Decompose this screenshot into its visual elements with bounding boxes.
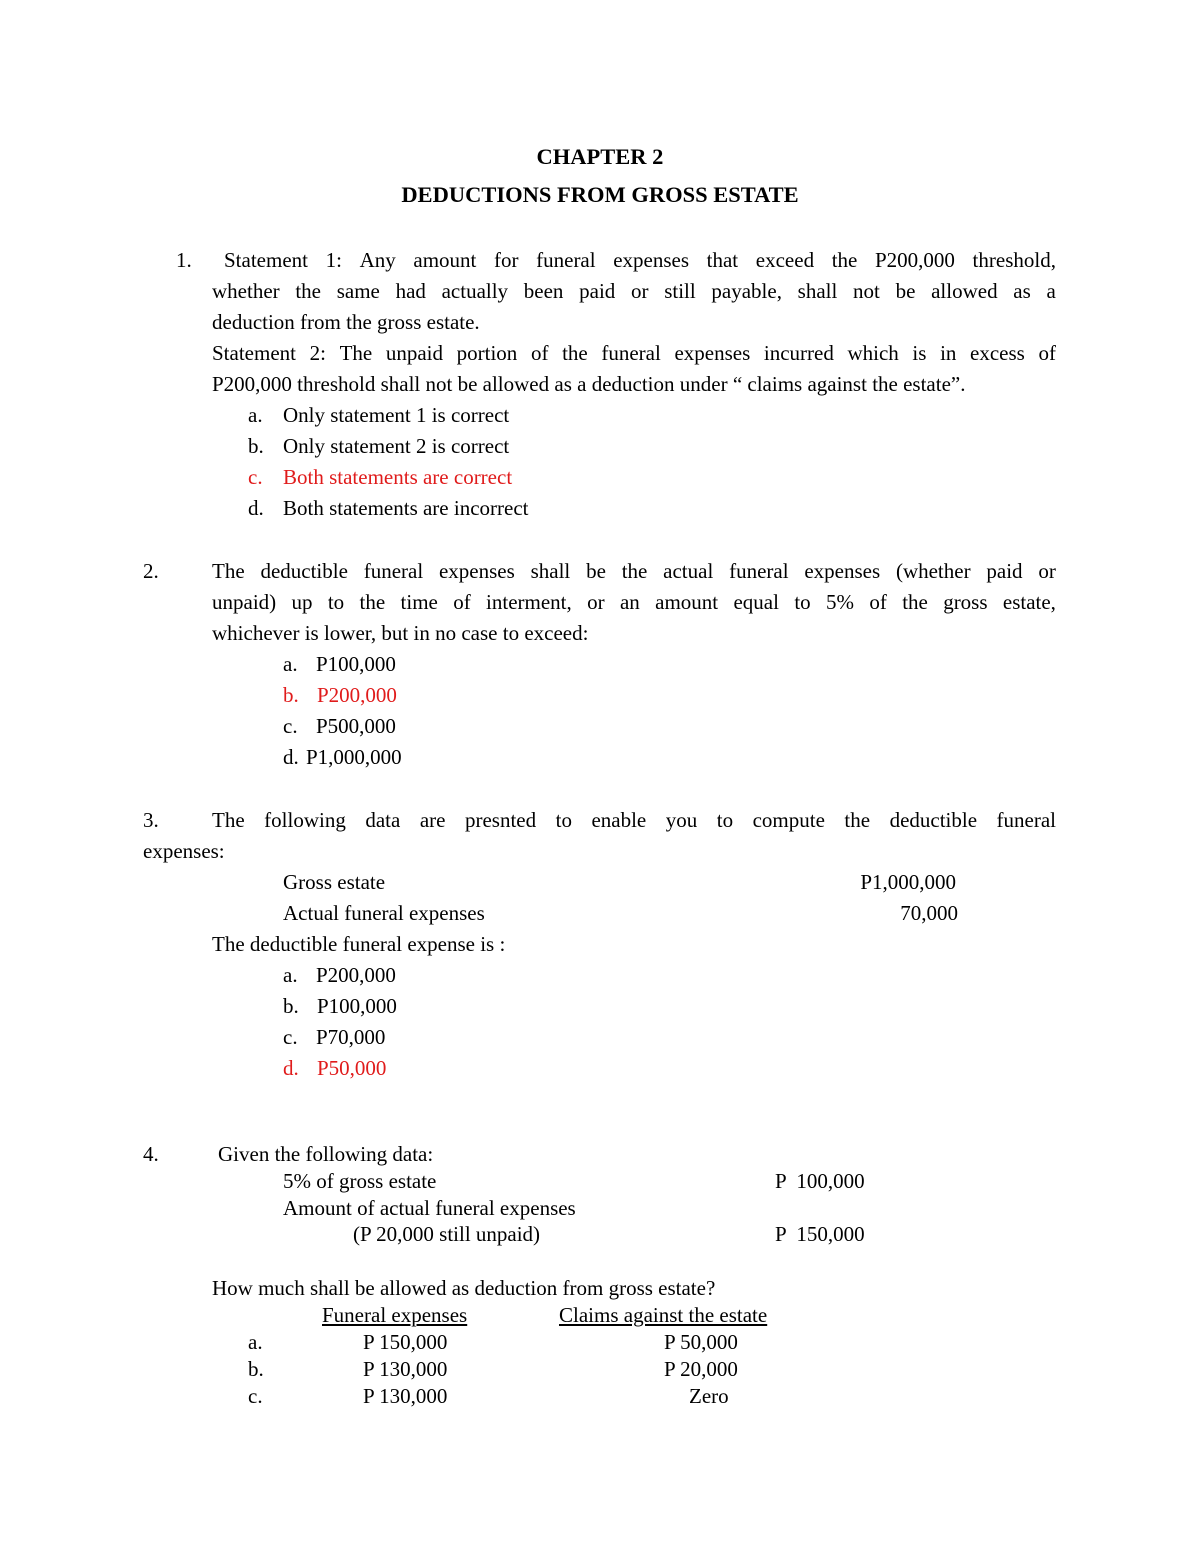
q3-line1-word: compute — [752, 808, 825, 832]
q3-option-c-letter: c. — [283, 1025, 298, 1049]
q2-number: 2. — [143, 559, 159, 583]
q3-line1-word: following — [264, 808, 346, 832]
q1-statement1-line2-word: as — [1013, 279, 1031, 303]
q1-statement1-line2-word: the — [295, 279, 321, 303]
q1-statement1-line3: deduction from the gross estate. — [212, 310, 480, 334]
q3-line1-word: presnted — [464, 808, 537, 832]
q3-line2: expenses: — [143, 839, 225, 863]
q1-option-b-letter: b. — [248, 434, 264, 458]
q4-data-label-five-percent: 5% of gross estate — [283, 1169, 437, 1193]
q2-line2-word: of — [453, 590, 471, 614]
q2-line2-word: to — [327, 590, 345, 614]
q1-statement2-line1-word: of — [1038, 341, 1056, 365]
q4-option-a-letter: a. — [248, 1330, 263, 1354]
q1-statement1-line1-word: P200,000 — [874, 248, 955, 272]
q1-statement1-line2-word: payable, — [711, 279, 782, 303]
q3-line1-word: The — [212, 808, 245, 832]
q2-line2-word: interment, — [486, 590, 572, 614]
q3-line1 — [212, 810, 1056, 831]
q2-line2-word: 5% — [826, 590, 854, 614]
q1-statement2-line2: P200,000 threshold shall not be allowed as a deduction under “ claims against the estate”. — [212, 372, 966, 396]
q2-line1-word: The — [212, 559, 245, 583]
q1-statement1-line1-word: Statement — [224, 248, 308, 272]
q2-option-a-text: P100,000 — [316, 652, 396, 676]
q2-line2-word: time — [400, 590, 438, 614]
q4-prompt: How much shall be allowed as deduction from gross estate? — [212, 1276, 716, 1300]
q3-line1-word: to — [555, 808, 572, 832]
q1-statement2-line1-word: which — [847, 341, 899, 365]
q2-line2-word: or — [587, 590, 605, 614]
q1-statement1-line1-word: the — [831, 248, 858, 272]
q1-statement2-line1-word: unpaid — [385, 341, 444, 365]
q2-line1-word: funeral — [729, 559, 789, 583]
q1-statement1-line1-word: for — [494, 248, 519, 272]
q1-statement2-line1-word: portion — [456, 341, 518, 365]
q2-line1-word: shall — [530, 559, 571, 583]
q2-line2-word: the — [359, 590, 386, 614]
q1-statement1-line2-word: be — [895, 279, 916, 303]
q3-line1-word: you — [665, 808, 698, 832]
q3-option-d-letter: d. — [283, 1056, 299, 1080]
q4-option-b-claims: P 20,000 — [664, 1357, 738, 1381]
q1-statement2-line1 — [212, 343, 1056, 364]
q2-line1-word: (whether — [895, 559, 971, 583]
q1-option-d-text: Both statements are incorrect — [283, 496, 529, 520]
q1-statement2-line1-word: of — [530, 341, 549, 365]
q3-line1-word: are — [419, 808, 446, 832]
q4-option-b-funeral: P 130,000 — [363, 1357, 448, 1381]
q2-line2-word: an — [619, 590, 640, 614]
q1-statement1-line2-word: paid — [579, 279, 616, 303]
q1-statement1-line2-word: had — [395, 279, 426, 303]
q1-statement2-line1-word: funeral — [601, 341, 661, 365]
q2-line3: whichever is lower, but in no case to exceed: — [212, 621, 589, 645]
q3-line1-word: to — [716, 808, 734, 832]
q3-option-a-letter: a. — [283, 963, 298, 987]
q3-data-label-gross-estate: Gross estate — [283, 870, 386, 894]
q2-line2-word: amount — [655, 590, 719, 614]
q1-statement2-line1-word: excess — [970, 341, 1025, 365]
q2-option-d-text: P1,000,000 — [306, 745, 402, 769]
q4-option-a-funeral: P 150,000 — [363, 1330, 448, 1354]
q1-option-a-text: Only statement 1 is correct — [283, 403, 510, 427]
q1-option-c-letter: c. — [248, 465, 263, 489]
q3-line1-word: funeral — [996, 808, 1056, 832]
q1-statement2-line1-word: is — [912, 341, 927, 365]
q2-line2-word: the — [902, 590, 928, 614]
q3-prompt: The deductible funeral expense is : — [212, 932, 506, 956]
q1-statement2-line1-word: incurred — [763, 341, 834, 365]
q3-option-b-text: P100,000 — [317, 994, 397, 1018]
q2-option-a-letter: a. — [283, 652, 298, 676]
q2-line2-word: gross — [943, 590, 988, 614]
q4-data-value-five-percent: P 100,000 — [775, 1169, 865, 1193]
q1-statement1-line1-word: exceed — [755, 248, 815, 272]
chapter-subtitle: DEDUCTIONS FROM GROSS ESTATE — [401, 182, 799, 207]
q2-line1-word: deductible — [260, 559, 348, 583]
q1-statement2-line1-word: the — [562, 341, 588, 365]
q3-data-value-gross-estate: P1,000,000 — [860, 870, 956, 894]
q3-option-c-text: P70,000 — [316, 1025, 386, 1049]
q1-statement1-line1-word: 1: — [325, 248, 342, 272]
q4-option-b-letter: b. — [248, 1357, 264, 1381]
q1-statement1-line2-word: whether — [212, 279, 280, 303]
q2-option-b-text: P200,000 — [317, 683, 397, 707]
chapter-title: CHAPTER 2 — [536, 144, 664, 169]
q1-statement1-line2-word: actually — [441, 279, 509, 303]
q4-number: 4. — [143, 1142, 159, 1166]
q3-number: 3. — [143, 808, 159, 832]
q1-statement2-line1-word: expenses — [674, 341, 751, 365]
q2-line2 — [212, 592, 1056, 613]
q3-line1-word: enable — [591, 808, 647, 832]
q1-option-d-letter: d. — [248, 496, 264, 520]
q3-option-a-text: P200,000 — [316, 963, 396, 987]
q2-option-c-letter: c. — [283, 714, 298, 738]
q4-intro: Given the following data: — [218, 1142, 434, 1166]
q1-statement1-line2-word: not — [853, 279, 880, 303]
q2-option-b-letter: b. — [283, 683, 299, 707]
q2-line2-word: to — [794, 590, 811, 614]
q2-line2-word: equal — [733, 590, 779, 614]
q2-option-c-text: P500,000 — [316, 714, 396, 738]
q1-option-c-text: Both statements are correct — [283, 465, 513, 489]
q1-statement1-line2 — [212, 281, 1056, 302]
q1-statement2-line1-word: 2: — [309, 341, 326, 365]
q3-data-value-funeral-expenses: 70,000 — [900, 901, 958, 925]
q2-line1-word: be — [586, 559, 606, 583]
q1-statement1-line1-word: expenses — [613, 248, 690, 272]
q1-statement1-line2-word: still — [664, 279, 696, 303]
q4-data-label-unpaid: (P 20,000 still unpaid) — [353, 1222, 541, 1246]
q2-line1-word: paid — [986, 559, 1023, 583]
q1-statement1-line1-word: Any — [359, 248, 396, 272]
q1-statement1-line2-word: same — [336, 279, 380, 303]
q2-option-d-letter: d. — [283, 745, 299, 769]
q1-statement1-line2-word: allowed — [931, 279, 998, 303]
q3-line1-word: data — [365, 808, 401, 832]
q1-statement2-line1-word: Statement — [212, 341, 296, 365]
q2-line1-word: funeral — [363, 559, 424, 583]
q4-header-claims-against-estate: Claims against the estate — [559, 1303, 768, 1327]
q1-statement2-line1-word: The — [339, 341, 373, 365]
q1-statement1-line1-word: that — [706, 248, 739, 272]
q4-option-a-claims: P 50,000 — [664, 1330, 738, 1354]
q3-line1-word: deductible — [889, 808, 978, 832]
q4-header-funeral-expenses: Funeral expenses — [322, 1303, 468, 1327]
q3-data-label-funeral-expenses: Actual funeral expenses — [283, 901, 485, 925]
q1-statement1-line2-word: a — [1046, 279, 1056, 303]
q1-number: 1. — [176, 248, 192, 272]
q1-statement1-line1-word: threshold, — [972, 248, 1056, 272]
q1-statement1-line2-word: or — [630, 279, 649, 303]
q2-line2-word: unpaid) — [212, 590, 277, 614]
q1-statement1-line1-word: funeral — [536, 248, 596, 272]
q4-option-c-funeral: P 130,000 — [363, 1384, 448, 1408]
q2-line1-word: expenses — [438, 559, 515, 583]
q2-line2-word: of — [869, 590, 887, 614]
q1-statement1-line2-word: shall — [797, 279, 838, 303]
q3-option-b-letter: b. — [283, 994, 299, 1018]
q2-line1-word: actual — [663, 559, 714, 583]
q1-option-b-text: Only statement 2 is correct — [283, 434, 510, 458]
q1-statement1-line1 — [224, 250, 1056, 271]
q2-line2-word: up — [291, 590, 313, 614]
q2-line1-word: the — [621, 559, 648, 583]
q1-statement1-line1-word: amount — [413, 248, 477, 272]
q1-option-a-letter: a. — [248, 403, 263, 427]
q3-line1-word: the — [844, 808, 871, 832]
q4-data-label-actual-funeral: Amount of actual funeral expenses — [283, 1196, 576, 1220]
q1-statement1-line2-word: been — [523, 279, 564, 303]
q4-option-c-claims: Zero — [689, 1384, 729, 1408]
q3-option-d-text: P50,000 — [317, 1056, 387, 1080]
q2-line1-word: expenses — [804, 559, 881, 583]
q4-option-c-letter: c. — [248, 1384, 263, 1408]
q2-line1-word: or — [1038, 559, 1056, 583]
q4-data-value-actual-funeral: P 150,000 — [775, 1222, 865, 1246]
q1-statement2-line1-word: in — [940, 341, 957, 365]
q2-line2-word: estate, — [1002, 590, 1056, 614]
q2-line1 — [212, 561, 1056, 582]
